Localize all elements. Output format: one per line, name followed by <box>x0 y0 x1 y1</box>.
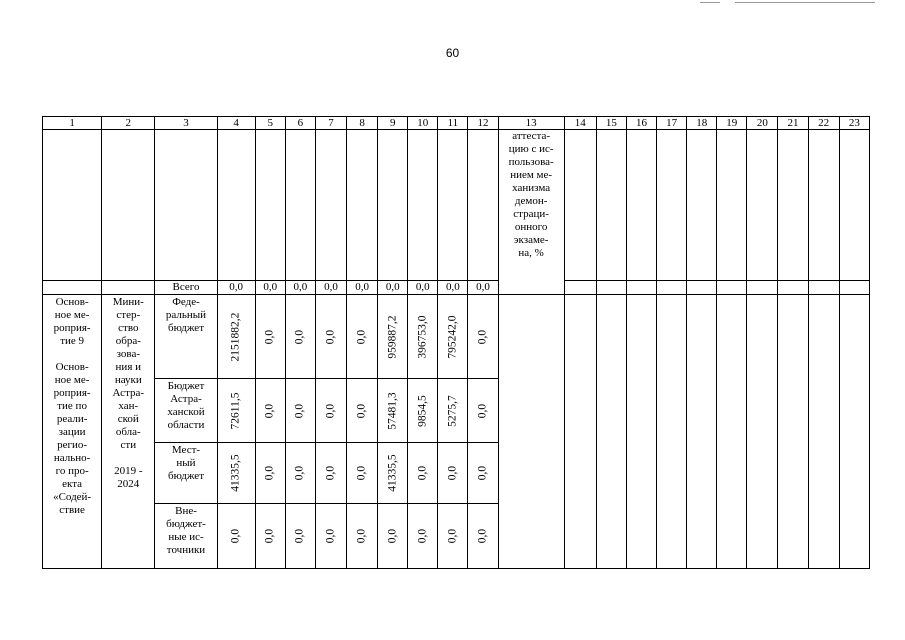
total-value: 0,0 <box>438 281 468 295</box>
executor-text-line: 2024 <box>117 478 140 490</box>
funding-value <box>468 295 498 379</box>
indicator-text-line: онного <box>514 221 548 233</box>
column-number: 19 <box>717 117 747 130</box>
funding-value-text: 0,0 <box>355 465 368 481</box>
funding-value-text: 0,0 <box>476 403 489 418</box>
executor-text-line: сти <box>120 439 137 451</box>
funding-value-text: 0,0 <box>416 465 429 481</box>
column-number: 8 <box>347 117 378 130</box>
funding-value <box>468 443 498 504</box>
indicator-text-line: экзаме- <box>513 234 549 246</box>
funding-value <box>315 379 346 443</box>
funding-value <box>217 504 255 569</box>
funding-value-text: 0,0 <box>263 465 276 481</box>
funding-source-line: ный <box>176 457 196 469</box>
column-number: 11 <box>438 117 468 130</box>
funding-value <box>408 443 438 504</box>
column-number: 15 <box>596 117 626 130</box>
funding-source-cell <box>155 443 217 504</box>
activity-text-line: роприя- <box>53 387 91 399</box>
funding-value <box>408 295 438 379</box>
funding-value <box>438 379 468 443</box>
funding-value <box>438 295 468 379</box>
funding-value-text: 0,0 <box>324 528 337 544</box>
funding-value <box>285 443 315 504</box>
funding-value-text: 959887,2 <box>386 314 399 359</box>
column-number: 6 <box>285 117 315 130</box>
funding-value-text: 0,0 <box>293 329 306 344</box>
funding-source-line: Мест- <box>171 444 201 456</box>
total-row <box>43 281 870 295</box>
funding-value-text: 0,0 <box>324 465 337 481</box>
funding-value-text: 0,0 <box>324 329 337 344</box>
executor-text-line: 2019 - <box>114 465 143 477</box>
funding-source-cell <box>155 504 217 569</box>
funding-value-text: 0,0 <box>293 528 306 544</box>
funding-value-text: 0,0 <box>416 528 429 544</box>
funding-source-cell <box>155 295 217 379</box>
funding-source-line: бюджет <box>168 470 204 482</box>
funding-value <box>347 379 378 443</box>
executor-text-line: Мини- <box>112 296 144 308</box>
indicator-text-line: цию с ис- <box>508 143 554 155</box>
funding-source-line: бюджет- <box>166 518 206 530</box>
funding-value <box>255 295 285 379</box>
funding-source-line: ханской <box>167 406 205 418</box>
executor-text-line: ской <box>117 413 139 425</box>
funding-value <box>408 379 438 443</box>
total-value: 0,0 <box>255 281 285 295</box>
activity-text-line: екта <box>62 478 83 490</box>
indicator-text-line: нием ме- <box>510 169 553 181</box>
total-label: Всего <box>155 281 217 295</box>
executor-text-line: ство <box>118 322 139 334</box>
indicator-text-line: пользова- <box>508 156 554 168</box>
funding-value-text: 41335,5 <box>386 454 399 492</box>
column-number-row <box>43 117 870 130</box>
indicator-text-line: демон- <box>514 195 548 207</box>
column-number: 3 <box>155 117 217 130</box>
funding-value <box>378 295 408 379</box>
funding-value <box>255 443 285 504</box>
funding-value-text: 396753,0 <box>416 314 429 359</box>
program-funding-table <box>42 116 870 569</box>
activity-text-line: го про- <box>55 465 89 477</box>
funding-source-line: бюджет <box>168 322 204 334</box>
activity-text-line: зации <box>58 426 86 438</box>
page-number: 60 <box>445 46 460 60</box>
funding-value <box>468 379 498 443</box>
funding-value <box>378 443 408 504</box>
funding-value <box>438 443 468 504</box>
total-value: 0,0 <box>217 281 255 295</box>
indicator-text-line: на, % <box>518 247 544 259</box>
column-number: 4 <box>217 117 255 130</box>
scan-artifact-line <box>700 2 720 3</box>
activity-text-line: тие 9 <box>60 335 85 347</box>
funding-value <box>217 443 255 504</box>
funding-value-text: 0,0 <box>263 403 276 418</box>
funding-value <box>285 504 315 569</box>
executor-text-line: науки <box>114 374 142 386</box>
funding-value-text: 0,0 <box>355 329 368 344</box>
activity-text-line: регио- <box>57 439 88 451</box>
column-number: 7 <box>315 117 346 130</box>
executor-text-line: хан- <box>118 400 139 412</box>
activity-text-line: тие по <box>57 400 87 412</box>
activity-text-line: ствие <box>59 504 85 516</box>
column-number: 5 <box>255 117 285 130</box>
scan-artifact-line <box>735 2 875 3</box>
funding-source-line: ральный <box>165 309 207 321</box>
funding-source-line: Вне- <box>175 505 197 517</box>
funding-value <box>378 379 408 443</box>
funding-source-cell <box>155 379 217 443</box>
funding-value <box>217 379 255 443</box>
funding-value-text: 0,0 <box>476 465 489 481</box>
column-number: 2 <box>102 117 155 130</box>
executor-text-line: Астра- <box>112 387 145 399</box>
funding-value-text: 0,0 <box>355 528 368 544</box>
funding-value <box>217 295 255 379</box>
funding-source-line: Феде- <box>172 296 200 308</box>
funding-value <box>315 295 346 379</box>
column-number: 17 <box>657 117 687 130</box>
funding-value-text: 0,0 <box>263 329 276 344</box>
funding-value-text: 5275,7 <box>446 394 459 427</box>
activity-text-line <box>44 348 100 361</box>
total-value: 0,0 <box>468 281 498 295</box>
activity-text-line: роприя- <box>53 322 91 334</box>
column-number: 21 <box>778 117 808 130</box>
funding-source-line: точники <box>166 544 206 556</box>
funding-value <box>347 443 378 504</box>
funding-value <box>315 443 346 504</box>
funding-value-text: 0,0 <box>263 528 276 544</box>
funding-value <box>347 504 378 569</box>
executor-text-line: ния и <box>115 361 142 373</box>
executor-cell <box>102 295 155 569</box>
funding-value <box>438 504 468 569</box>
funding-value <box>378 504 408 569</box>
indicator-name-cell <box>498 130 564 295</box>
executor-text-line: стер- <box>116 309 141 321</box>
column-number: 9 <box>378 117 408 130</box>
indicator-continuation-row <box>43 130 870 281</box>
total-value: 0,0 <box>285 281 315 295</box>
funding-source-line: Бюджет <box>167 380 205 392</box>
activity-name-cell <box>43 295 102 569</box>
column-number: 14 <box>564 117 596 130</box>
activity-text-line: ное ме- <box>54 374 90 386</box>
funding-value-text: 9854,5 <box>416 394 429 427</box>
funding-value-text: 0,0 <box>293 465 306 481</box>
column-number: 20 <box>747 117 778 130</box>
activity-text-line: ное ме- <box>54 309 90 321</box>
indicator-text-line: аттеста- <box>512 130 550 142</box>
total-value: 0,0 <box>378 281 408 295</box>
column-number: 12 <box>468 117 498 130</box>
activity-text-line: Основ- <box>55 296 89 308</box>
funding-row-federal <box>43 295 870 379</box>
total-value: 0,0 <box>347 281 378 295</box>
activity-text-line: нально- <box>53 452 91 464</box>
column-number: 23 <box>839 117 869 130</box>
funding-source-line: ные ис- <box>168 531 204 543</box>
funding-value <box>347 295 378 379</box>
funding-value-text: 72611,5 <box>229 392 242 429</box>
executor-text-line: обла- <box>115 426 141 438</box>
funding-value <box>255 504 285 569</box>
indicator-empty-cell <box>498 295 564 569</box>
executor-text-line: обра- <box>115 335 141 347</box>
column-number: 13 <box>498 117 564 130</box>
funding-source-line: Астра- <box>170 393 202 405</box>
funding-value <box>255 379 285 443</box>
column-number: 16 <box>626 117 656 130</box>
indicator-text-line: ханизма <box>512 182 551 194</box>
funding-value-text: 0,0 <box>476 329 489 344</box>
funding-value-text: 0,0 <box>446 528 459 544</box>
activity-text-line: «Содей- <box>53 491 92 503</box>
column-number: 1 <box>43 117 102 130</box>
funding-value-text: 0,0 <box>446 465 459 481</box>
funding-value <box>285 295 315 379</box>
executor-text-line: зова- <box>116 348 140 360</box>
funding-value-text: 0,0 <box>355 403 368 418</box>
funding-value-text: 41335,5 <box>229 454 242 492</box>
total-value: 0,0 <box>315 281 346 295</box>
funding-value-text: 0,0 <box>324 403 337 418</box>
funding-value-text: 795242,0 <box>446 314 459 359</box>
funding-value <box>468 504 498 569</box>
executor-text-line <box>103 452 153 465</box>
activity-text-line: Основ- <box>55 361 89 373</box>
funding-source-line: области <box>167 419 205 431</box>
funding-value <box>408 504 438 569</box>
column-number: 18 <box>687 117 717 130</box>
column-number: 22 <box>808 117 839 130</box>
funding-value-text: 0,0 <box>476 528 489 544</box>
funding-value-text: 0,0 <box>229 528 242 544</box>
funding-value-text: 57481,3 <box>386 391 399 430</box>
activity-text-line: реали- <box>56 413 88 425</box>
indicator-text-line: страци- <box>513 208 549 220</box>
funding-value-text: 0,0 <box>293 403 306 418</box>
funding-value <box>315 504 346 569</box>
funding-value-text: 2151882,2 <box>229 312 242 361</box>
total-value: 0,0 <box>408 281 438 295</box>
funding-value-text: 0,0 <box>386 528 399 544</box>
funding-value <box>285 379 315 443</box>
column-number: 10 <box>408 117 438 130</box>
